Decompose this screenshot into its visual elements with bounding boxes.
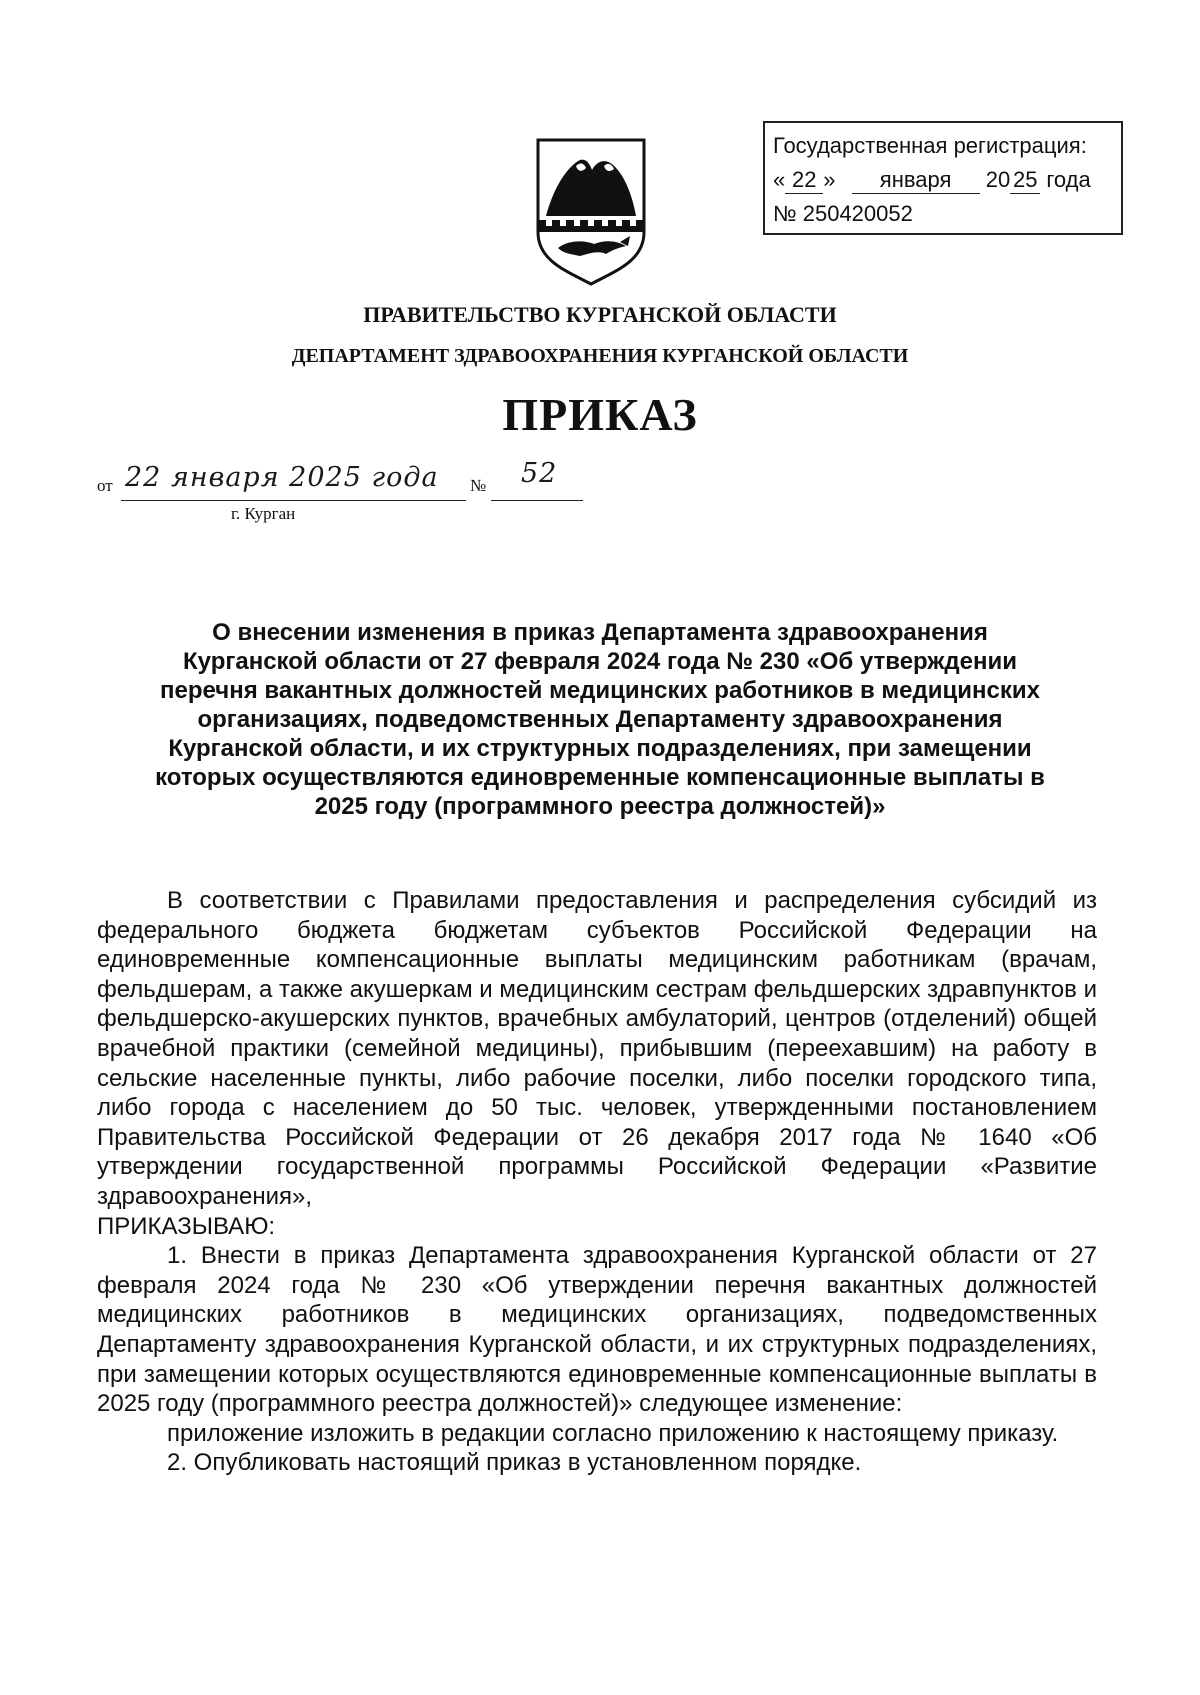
order-body xyxy=(97,886,1097,1478)
registration-stamp xyxy=(763,121,1123,235)
order-date-underline xyxy=(121,500,466,501)
title-line: Курганской области от 27 февраля 2024 года № 230 «Об утверждении xyxy=(183,648,1017,675)
title-line: перечня вакантных должностей медицинских работников в медицинских xyxy=(160,677,1040,704)
registration-number-label: № xyxy=(773,201,797,226)
registration-year-prefix: 20 xyxy=(985,167,1011,192)
order-date-handwritten: 22 января 2025 года xyxy=(125,462,439,493)
order-city: г. Курган xyxy=(231,504,296,523)
order-number-handwritten: 52 xyxy=(521,458,558,489)
body-preamble: В соответствии с Правилами предоставления и распределения субсидий из федерального бюджета бюджетам субъектов Российской Федерации на единовременные компенсационные выплаты медицинским работникам (врачам, фельдшерам, а также акушеркам и медицинским сестрам фельдшерских здравпунктов и фельдшерско-акушерских пунктов, врачебных амбулаторий, центров (отделений) общей врачебной практики (семейной медицины), прибывшим (переехавшим) на работу в сельские населенные пункты, либо рабочие поселки, либо поселки городского типа, либо города с населением до 50 тыс. человек, утвержденными постановлением Правительства Российской Федерации от 26 декабря 2017 года № 1640 «Об утверждении государственной программы Российской Федерации «Развитие здравоохранения», xyxy=(97,887,1097,1210)
government-name: ПРАВИТЕЛЬСТВО КУРГАНСКОЙ ОБЛАСТИ xyxy=(363,302,837,327)
title-line: 2025 году (программного реестра должностей)» xyxy=(314,793,886,820)
registration-quote-open: « xyxy=(773,167,786,192)
coat-of-arms-icon xyxy=(532,136,650,286)
registration-number: 250420052 xyxy=(802,201,913,226)
registration-day: 22 xyxy=(785,167,823,194)
registration-month: января xyxy=(852,167,980,194)
department-name: ДЕПАРТАМЕНТ ЗДРАВООХРАНЕНИЯ КУРГАНСКОЙ ОБЛАСТИ xyxy=(291,345,909,367)
order-date-line xyxy=(97,458,597,530)
title-line: организациях, подведомственных Департаменту здравоохранения xyxy=(197,706,1003,733)
registration-year-word: года xyxy=(1046,167,1091,192)
document-type: ПРИКАЗ xyxy=(502,389,698,440)
body-item-1: 1. Внести в приказ Департамента здравоохранения Курганской области от 27 февраля 2024 года № 230 «Об утверждении перечня вакантных должностей медицинских работников в медицинских организациях, подведомственных Департаменту здравоохранения Курганской области, и их структурных подразделениях, при замещении которых осуществляются единовременные компенсационные выплаты в 2025 году (программного реестра должностей)» следующее изменение: xyxy=(97,1242,1097,1418)
registration-quote-close: » xyxy=(823,167,836,192)
registration-year-suffix: 25 xyxy=(1010,167,1040,194)
registration-title: Государственная регистрация: xyxy=(773,133,1087,158)
order-title xyxy=(100,618,1100,821)
title-line: О внесении изменения в приказ Департамента здравоохранения xyxy=(212,619,988,646)
registration-number-line xyxy=(773,197,1121,231)
title-line: которых осуществляются единовременные компенсационные выплаты в xyxy=(155,764,1045,791)
order-number-underline xyxy=(491,500,583,501)
body-item-1-detail: приложение изложить в редакции согласно приложению к настоящему приказу. xyxy=(167,1419,1059,1447)
order-from-label: от xyxy=(97,476,113,495)
body-order-word: ПРИКАЗЫВАЮ: xyxy=(97,1212,276,1240)
title-line: Курганской области, и их структурных подразделениях, при замещении xyxy=(168,735,1032,762)
registration-date xyxy=(773,163,1121,197)
body-item-2: 2. Опубликовать настоящий приказ в установленном порядке. xyxy=(167,1449,862,1477)
order-number-label: № xyxy=(470,476,487,495)
